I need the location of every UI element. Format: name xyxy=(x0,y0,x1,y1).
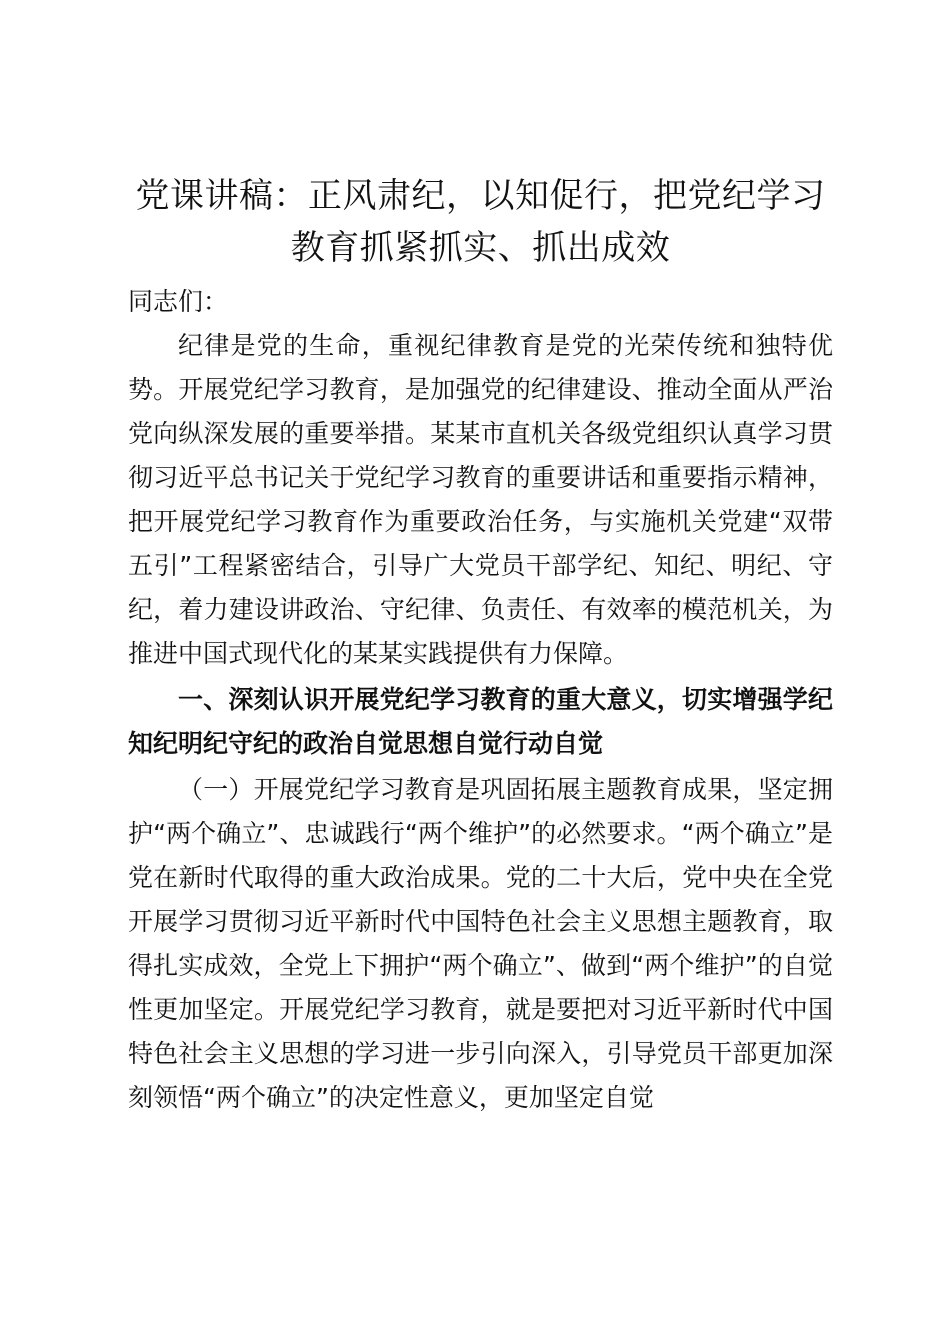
document-page xyxy=(128,170,833,1120)
paragraph-intro: 纪律是党的生命，重视纪律教育是党的光荣传统和独特优势。开展党纪学习教育，是加强党的纪律建设、推动全面从严治党向纵深发展的重要举措。某某市直机关各级党组织认真学习贯彻习近平总书记关于党纪学习教育的重要讲话和重要指示精神，把开展党纪学习教育作为重要政治任务，与实施机关党建“双带五引”工程紧密结合，引导广大党员干部学纪、知纪、明纪、守纪，着力建设讲政治、守纪律、负责任、有效率的模范机关，为推进中国式现代化的某某实践提供有力保障。 xyxy=(128,331,833,668)
paragraph-subsection-1: （一）开展党纪学习教育是巩固拓展主题教育成果，坚定拥护“两个确立”、忠诚践行“两个维护”的必然要求。“两个确立”是党在新时代取得的重大政治成果。党的二十大后，党中央在全党开展学习贯彻习近平新时代中国特色社会主义思想主题教育，取得扎实成效，全党上下拥护“两个确立”、做到“两个维护”的自觉性更加坚定。开展党纪学习教育，就是要把对习近平新时代中国特色社会主义思想的学习进一步引向深入，引导党员干部更加深刻领悟“两个确立”的决定性意义，更加坚定自觉 xyxy=(128,775,833,1112)
document-title: 党课讲稿：正风肃纪，以知促行，把党纪学习教育抓紧抓实、抓出成效 xyxy=(135,176,826,268)
greeting: 同志们： xyxy=(128,287,229,316)
section-heading-1: 一、深刻认识开展党纪学习教育的重大意义，切实增强学纪知纪明纪守纪的政治自觉思想自觉行动自觉 xyxy=(128,685,833,758)
